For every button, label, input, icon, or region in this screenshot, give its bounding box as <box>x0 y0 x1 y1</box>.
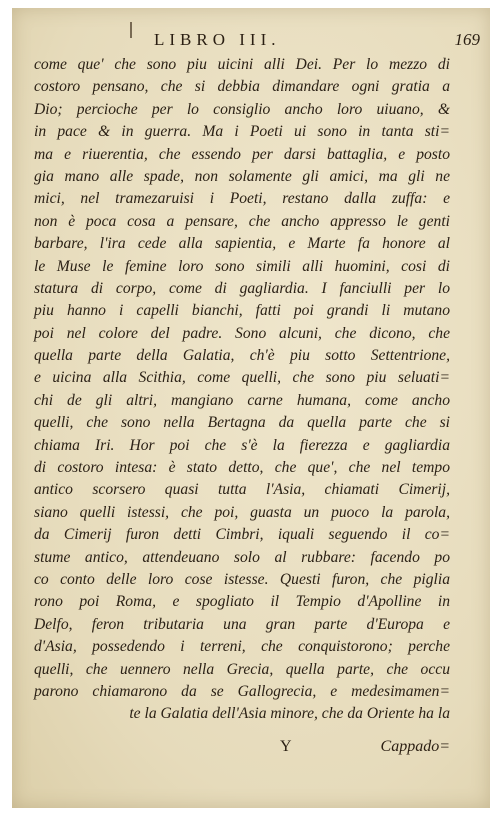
text-line: ma e riuerentia, che essendo per darsi battaglia, e posto <box>34 145 450 163</box>
text-line: antico scorsero quasi tutta l'Asia, chiamati Cimerij, <box>34 481 450 499</box>
text-line: Dio; percioche per lo consiglio ancho loro uiuano, & <box>34 100 450 118</box>
text-line: statura di corpo, come di gagliardia. I fanciulli per lo <box>34 279 450 297</box>
text-line: le Muse le femine loro sono simili alli huomini, cosi di <box>34 257 450 275</box>
text-line: co conto delle loro cose istesse. Questi furon, che piglia <box>34 570 450 588</box>
running-title: LIBRO III. <box>154 30 281 49</box>
text-line: Delfo, feron tributaria una gran parte d'Europa e <box>34 615 450 633</box>
text-line: quelli, che uennero nella Grecia, quella parte, che occu <box>34 660 450 678</box>
text-line: quella parte della Galatia, ch'è piu sotto Settentrione, <box>34 347 450 365</box>
page-footer <box>12 738 490 762</box>
text-line: di costoro intesa: è stato detto, che que', che nel tempo <box>34 459 450 477</box>
text-line: costoro pensano, che si debbia dimandare ogni gratia a <box>34 78 450 96</box>
catchword: Cappado= <box>380 738 450 755</box>
page-header <box>12 30 490 56</box>
text-line: come que' che sono piu uicini alli Dei. Per lo mezzo di <box>34 56 450 73</box>
body-text <box>34 54 450 726</box>
text-line: siano quelli istessi, che poi, guasta un puoco la parola, <box>34 503 450 521</box>
text-line: non è poca cosa a pensare, che ancho appresso le genti <box>34 212 450 230</box>
text-line: stume antico, attendeuano solo al rubbare: facendo po <box>34 548 450 566</box>
text-line: quelli, che sono nella Bertagna da quella parte che si <box>34 414 450 432</box>
text-line: e uicina alla Scithia, come quelli, che sono piu seluati= <box>34 369 450 387</box>
text-line: in pace & in guerra. Ma i Poeti ui sono in tanta sti= <box>34 123 450 141</box>
text-line: barbare, l'ira cede alla sapientia, e Marte fa honore al <box>34 235 450 253</box>
text-line: chi de gli altri, mangiano carne humana, come ancho <box>34 391 450 409</box>
text-line: parono chiamarono da se Gallogrecia, e medesimamen= <box>34 682 450 700</box>
text-line: rono poi Roma, e spogliato il Tempio d'Apolline in <box>34 593 450 611</box>
page-number: 169 <box>454 30 480 49</box>
signature-mark: Y <box>280 738 292 755</box>
text-line: piu hanno i capelli bianchi, fatti poi grandi li mutano <box>34 302 450 320</box>
text-line: mici, nel tramezaruisi i Poeti, restano dalla zuffa: e <box>34 190 450 208</box>
book-page <box>12 8 490 808</box>
text-line: d'Asia, possedendo i terreni, che conquistorono; perche <box>34 638 450 656</box>
text-line: gia mano alle spade, non solamente gli amici, ma gli ne <box>34 167 450 185</box>
text-line: poi nel colore del padre. Sono alcuni, che dicono, che <box>34 324 450 342</box>
text-line: da Cimerij furon detti Cimbri, iquali seguendo il co= <box>34 526 450 544</box>
text-line: te la Galatia dell'Asia minore, che da Oriente ha la <box>129 705 450 723</box>
text-line: chiama Iri. Hor poi che s'è la fierezza e gagliardia <box>34 436 450 454</box>
